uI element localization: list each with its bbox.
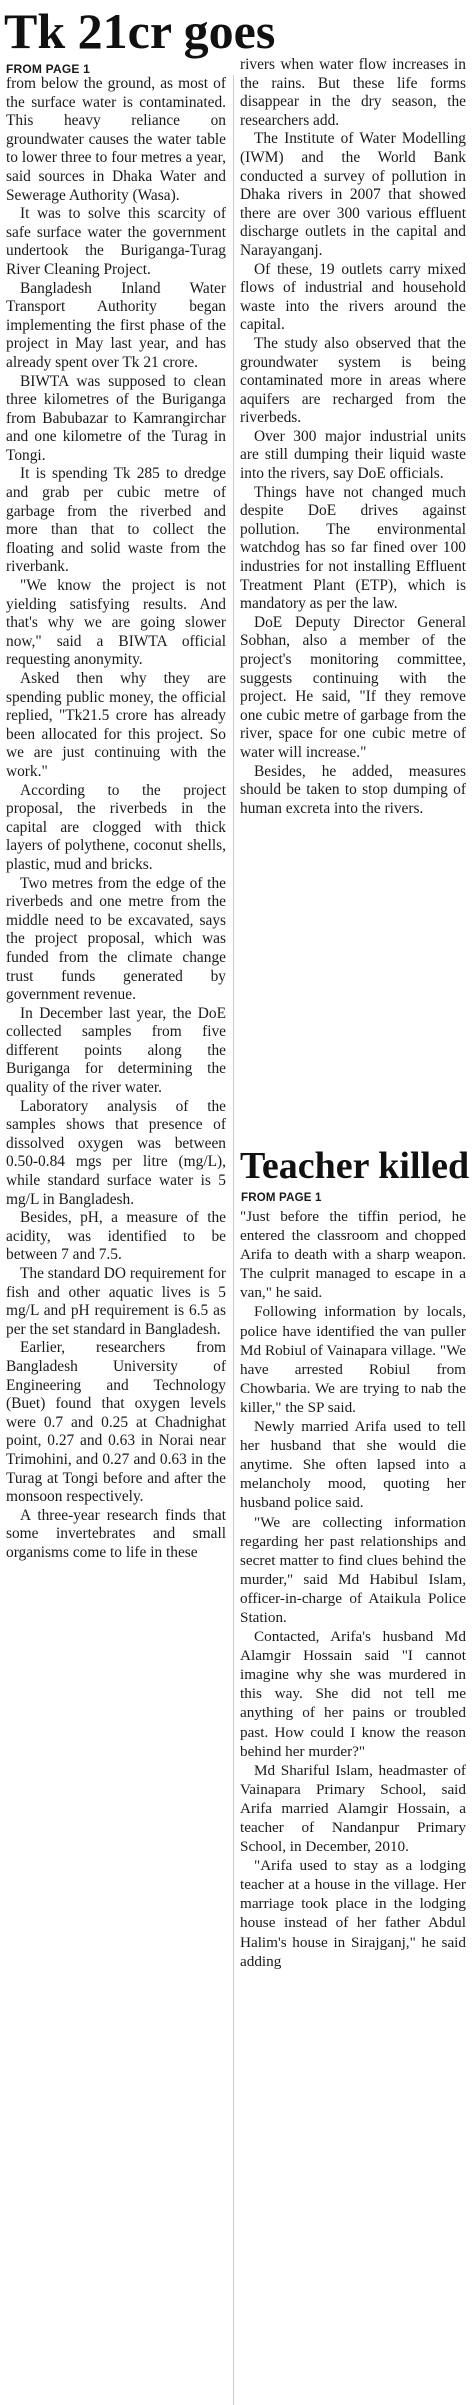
paragraph: Laboratory analysis of the samples shows that presence of dissolved oxygen was between 0.50-0.84 mgs per litre (mg/L), while standard surface water is 5 mg/L in Bangladesh. [6, 1097, 226, 1208]
story-headline: Teacher killed [240, 1145, 470, 1187]
paragraph: Newly married Arifa used to tell her husband that she would die anytime. She often lapsed into a melancholy mood, quoting her husband police said. [240, 1418, 466, 1512]
paragraph: The Institute of Water Modelling (IWM) and the World Bank conducted a survey of pollution in Dhaka rivers in 2007 that showed there are over 300 various effluent discharge outlets in the capital and Narayanganj. [240, 130, 466, 259]
story-kicker: FROM PAGE 1 [241, 1192, 322, 1204]
story-column-3 [240, 1207, 466, 2405]
paragraph: DoE Deputy Director General Sobhan, also a member of the project's monitoring committee, suggests continuing with the project. He said, "If they remove one cubic metre of garbage from the river, space for one cubic metre of water will increase." [240, 613, 466, 761]
paragraph: According to the project proposal, the riverbeds in the capital are clogged with thick layers of polythene, coconut shells, plastic, mud and bricks. [6, 781, 226, 873]
paragraph: Earlier, researchers from Bangladesh University of Engineering and Technology (Buet) found that oxygen levels were 0.7 and 0.25 at Chadnighat point, 0.27 and 0.63 in Norai near Trimohini, and 0.27 and 0.63 in the Turag at Tongi before and after the monsoon respectively. [6, 1339, 226, 1506]
paragraph: "We are collecting information regarding her past relationships and secret matter to find clues behind the murder," said Md Habibul Islam, officer-in-charge of Ataikula Police Station. [240, 1513, 466, 1626]
paragraph: Besides, he added, measures should be taken to stop dumping of human excreta into the rivers. [240, 762, 466, 817]
paragraph: "We know the project is not yielding satisfying results. And that's why we are going slower now," said a BIWTA official requesting anonymity. [6, 577, 226, 669]
paragraph: rivers when water flow increases in the rains. But these life forms disappear in the dry season, the researchers add. [240, 56, 466, 129]
story-column-1 [6, 75, 226, 2405]
paragraph: Bangladesh Inland Water Transport Authority began implementing the first phase of the project in May last year, and has already spent over Tk 21 crore. [6, 279, 226, 371]
paragraph: Following information by locals, police have identified the van puller Md Robiul of Vainapara village. "We have arrested Robiul from Chowbaria. We are trying to nab the killer," the SP said. [240, 1303, 466, 1416]
paragraph: It is spending Tk 285 to dredge and grab per cubic metre of garbage from the riverbed and more than that to collect the floating and solid waste from the riverbank. [6, 465, 226, 576]
paragraph: BIWTA was supposed to clean three kilometres of the Buriganga from Babubazar to Kamrangirchar and one kilometre of the Turag in Tongi. [6, 372, 226, 464]
paragraph: from below the ground, as most of the surface water is contaminated. This heavy reliance on groundwater causes the water table to lower three to four metres a year, said sources in Dhaka Water and Sewerage Authority (Wasa). [6, 75, 226, 204]
paragraph: "Arifa used to stay as a lodging teacher at a house in the village. Her marriage took place in the lodging house instead of her father Abdul Halim's house in Sirajganj," he said adding [240, 1857, 466, 1970]
paragraph: Over 300 major industrial units are still dumping their liquid waste into the rivers, say DoE officials. [240, 427, 466, 483]
paragraph: The study also observed that the groundwater system is being contaminated more in areas where aquifers are recharged from the riverbeds. [240, 334, 466, 427]
story-kicker: FROM PAGE 1 [6, 62, 90, 76]
paragraph: Of these, 19 outlets carry mixed flows of industrial and household waste into the rivers around the capital. [240, 260, 466, 334]
paragraph: A three-year research finds that some invertebrates and small organisms come to life in these [6, 1506, 226, 1561]
paragraph: It was to solve this scarcity of safe surface water the government undertook the Buriganga-Turag River Cleaning Project. [6, 205, 226, 278]
column-rule [233, 75, 234, 2405]
paragraph: Besides, pH, a measure of the acidity, was identified to be between 7 and 7.5. [6, 1209, 226, 1264]
paragraph: In December last year, the DoE collected samples from five different points along the Buriganga for determining the quality of the river water. [6, 1004, 226, 1097]
paragraph: Two metres from the edge of the riverbeds and one metre from the middle need to be excavated, says the project proposal, which was funded from the climate change trust funds generated by government revenue. [6, 874, 226, 1004]
paragraph: Asked then why they are spending public money, the official replied, "Tk21.5 crore has already been allocated for this project. So we are just continuing with the work." [6, 670, 226, 780]
story-headline: Tk 21cr goes [4, 3, 276, 59]
story-column-2 [240, 56, 466, 1143]
paragraph: Things have not changed much despite DoE drives against pollution. The environmental watchdog has so far fined over 100 industries for not installing Effluent Treatment Plant (ETP), which is mandatory as per the law. [240, 483, 466, 613]
paragraph: Contacted, Arifa's husband Md Alamgir Hossain said "I cannot imagine why she was murdered in this way. She did not tell me anything of her pains or troubled past. How could I know the reason behind her murder?" [240, 1628, 466, 1760]
paragraph: Md Shariful Islam, headmaster of Vainapara Primary School, said Arifa married Alamgir Hossain, a teacher of Nandanpur Primary School, in December, 2010. [240, 1761, 466, 1856]
paragraph: "Just before the tiffin period, he entered the classroom and chopped Arifa to death with a sharp weapon. The culprit managed to escape in a van," he said. [240, 1208, 466, 1302]
paragraph: The standard DO requirement for fish and other aquatic lives is 5 mg/L and pH requirement is 6.5 as per the set standard in Bangladesh. [6, 1265, 226, 1338]
